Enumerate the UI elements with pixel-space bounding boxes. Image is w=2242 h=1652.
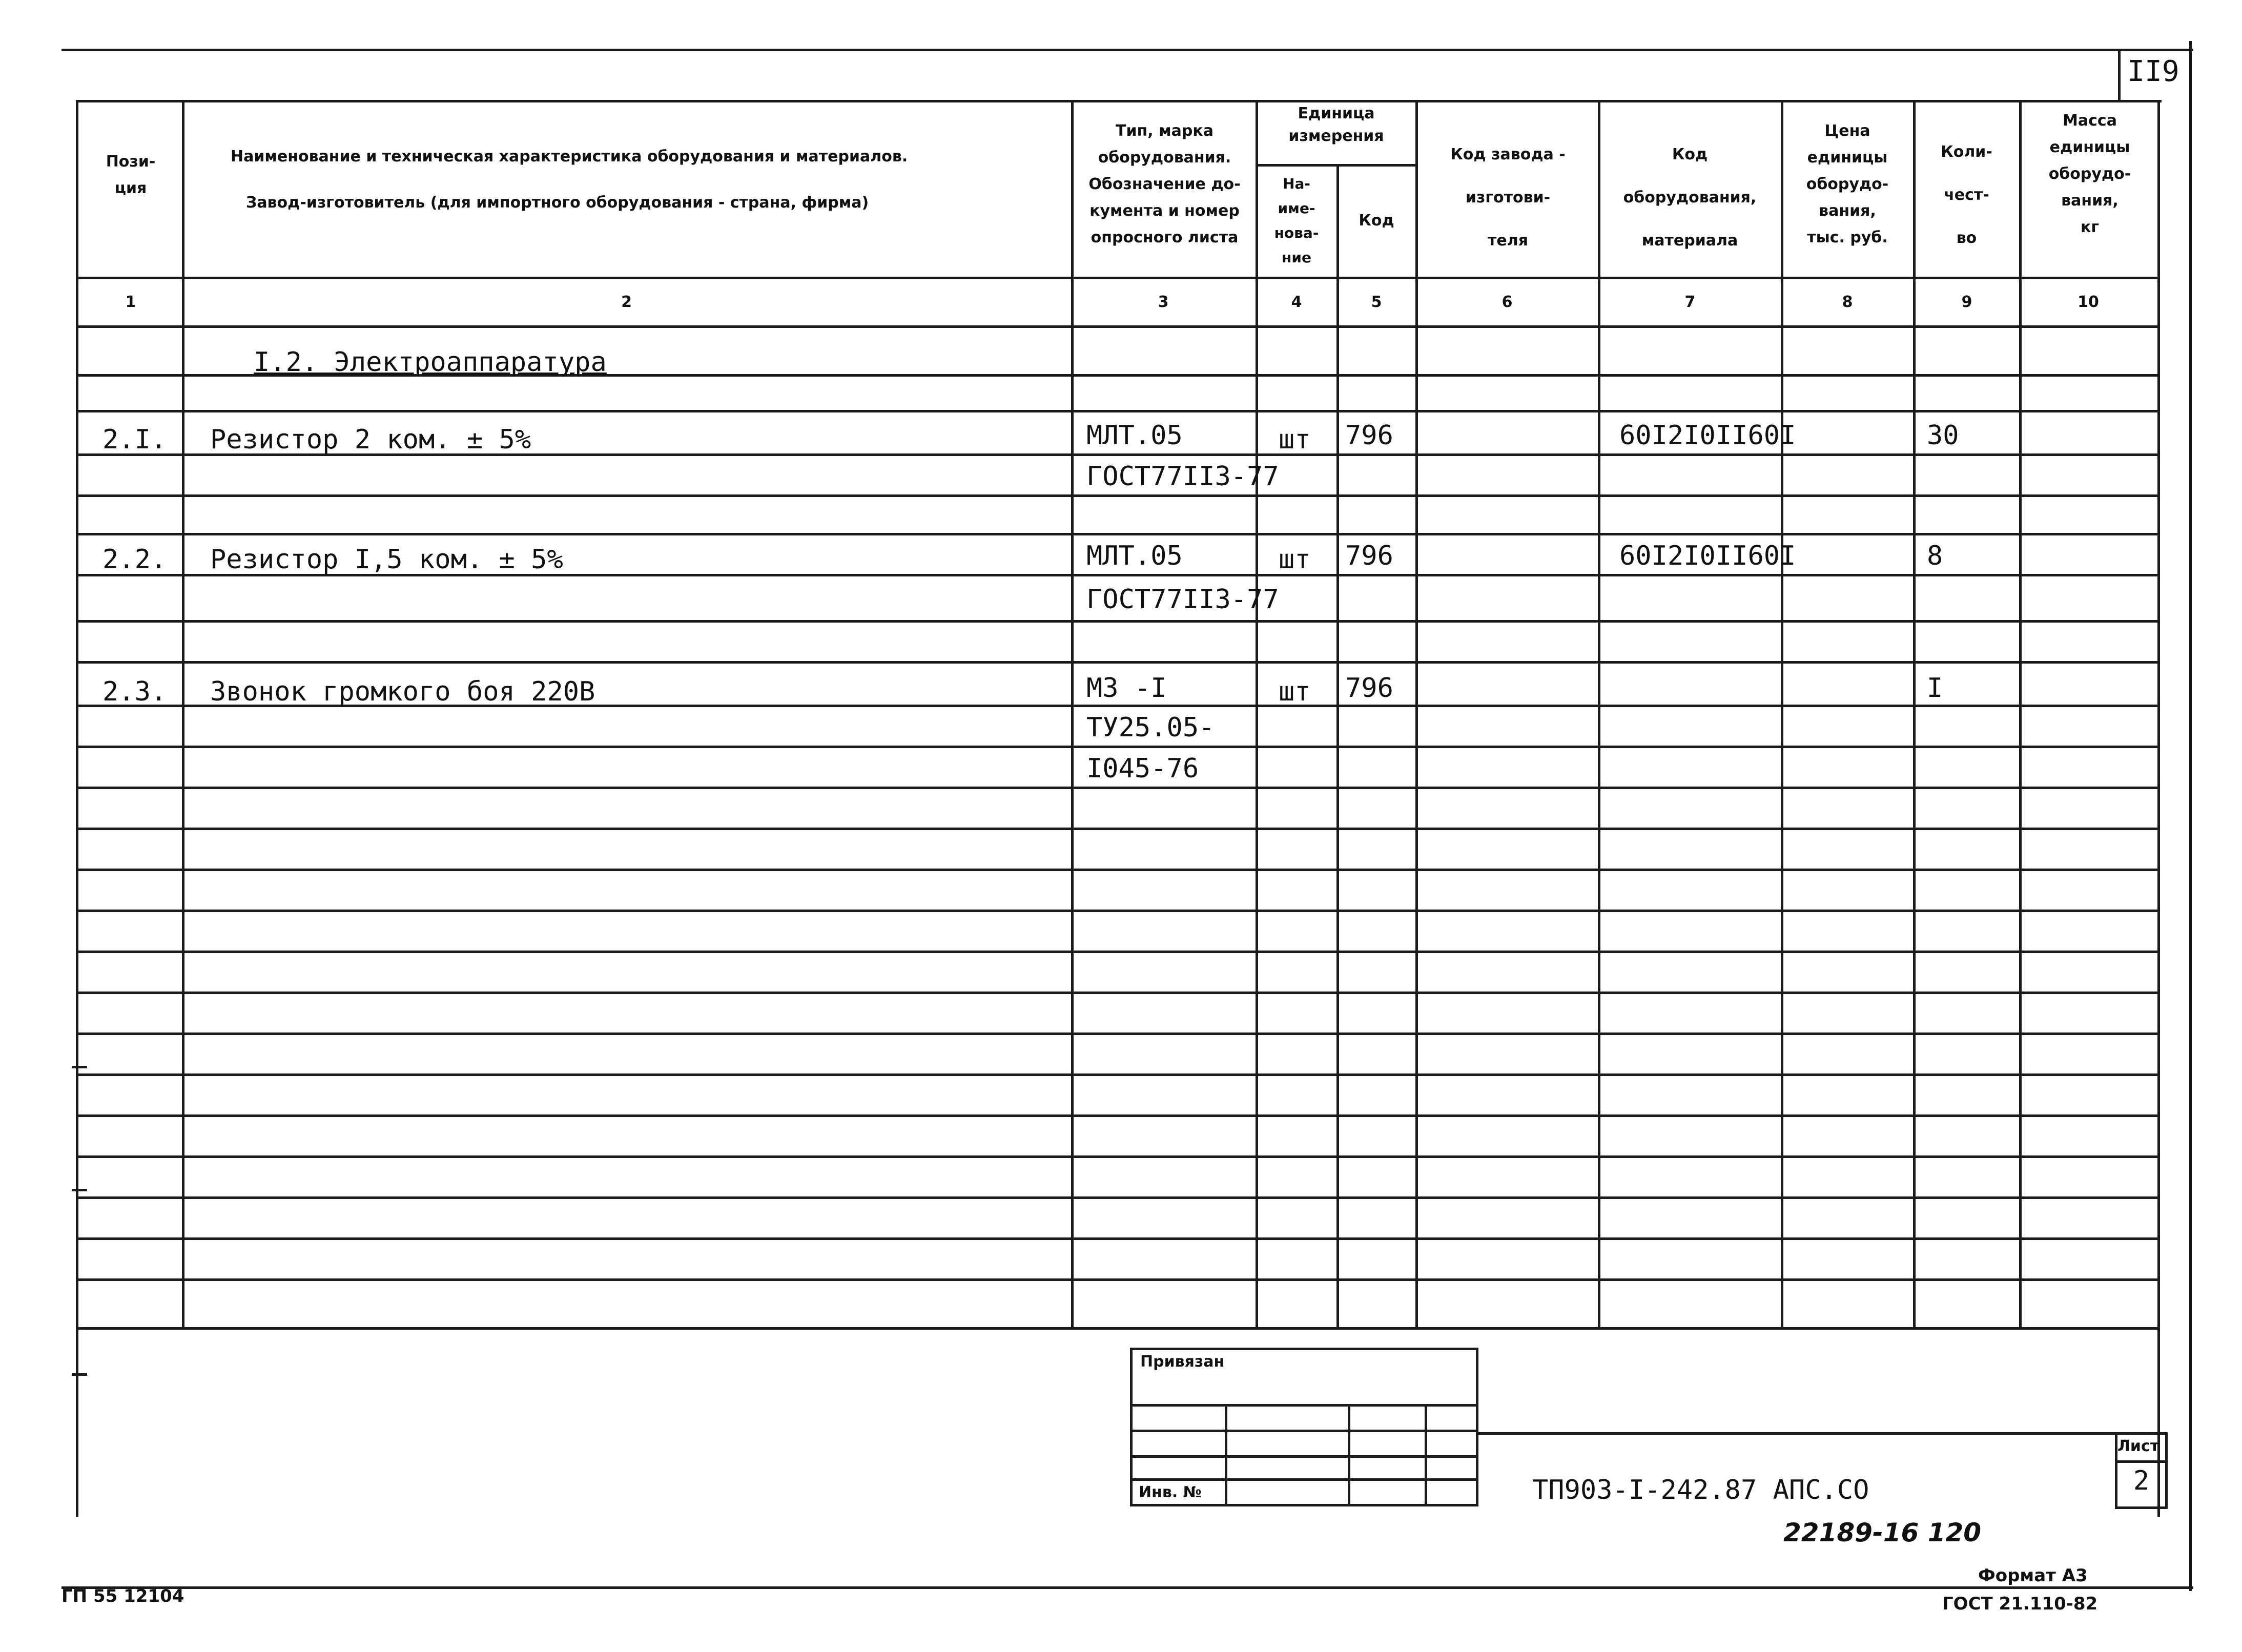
title-block-divider bbox=[1478, 1432, 2168, 1435]
row-position: 2.3. bbox=[102, 676, 167, 707]
row-position: 2.I. bbox=[102, 424, 167, 455]
right-frame-line bbox=[2189, 41, 2192, 1591]
header-unit-code: Код bbox=[1359, 212, 1394, 230]
row-line bbox=[76, 828, 2157, 830]
header-bottom-line bbox=[76, 277, 2157, 279]
column-number-6: 6 bbox=[1501, 293, 1513, 311]
header-unit: Единица измерения bbox=[1288, 105, 1384, 145]
header-position: Пози- ция bbox=[106, 153, 156, 197]
section-title: I.2. Электроаппаратура bbox=[254, 347, 607, 378]
row-type: МЛТ.05 bbox=[1086, 420, 1183, 451]
column-number-10: 10 bbox=[2078, 293, 2099, 311]
column-number-9: 9 bbox=[1961, 293, 1972, 311]
row-line bbox=[76, 746, 2157, 748]
row-line bbox=[76, 910, 2157, 912]
table-left-border bbox=[76, 100, 78, 1517]
row-line bbox=[76, 1032, 2157, 1035]
row-unit-code: 796 bbox=[1345, 541, 1393, 571]
header-name-line1: Наименование и техническая характеристика оборудования и материалов. bbox=[231, 148, 908, 166]
row-type: МЛТ.05 bbox=[1086, 541, 1183, 571]
sheet-number-top: II9 bbox=[2127, 55, 2179, 88]
row-line bbox=[76, 1073, 2157, 1076]
gost-label: ГОСТ 21.110-82 bbox=[1942, 1594, 2098, 1614]
row-unit: шт bbox=[1279, 424, 1311, 455]
col-sep-7 bbox=[1781, 100, 1783, 1330]
row-unit-code: 796 bbox=[1345, 673, 1393, 704]
column-number-2: 2 bbox=[621, 293, 632, 311]
col-sep-9 bbox=[2019, 100, 2022, 1330]
format-label: Формат A3 bbox=[1978, 1565, 2088, 1586]
row-line bbox=[76, 869, 2157, 871]
row-line bbox=[76, 992, 2157, 994]
row-name: Звонок громкого боя 220В bbox=[210, 676, 595, 707]
row-type-doc-cont: I045-76 bbox=[1086, 753, 1199, 784]
bottom-left-code: ГП 55 12104 bbox=[61, 1586, 184, 1606]
stamp-col bbox=[1348, 1404, 1350, 1506]
row-equipment-code: 60I2I0II60I bbox=[1619, 541, 1796, 571]
row-name: Резистор 2 ком. ± 5% bbox=[210, 424, 531, 455]
column-number-8: 8 bbox=[1842, 293, 1853, 311]
header-type: Тип, марка оборудования. Обозначение до- кумента и номер опросного листа bbox=[1088, 122, 1241, 246]
bottom-frame-line bbox=[61, 1586, 2193, 1589]
row-type-doc: ГОСТ77II3-77 bbox=[1086, 461, 1279, 492]
row-name: Резистор I,5 ком. ± 5% bbox=[210, 544, 563, 575]
colnum-bottom-line bbox=[76, 325, 2157, 328]
row-unit: шт bbox=[1279, 676, 1311, 707]
row-quantity: 8 bbox=[1927, 541, 1943, 571]
col-sep-5 bbox=[1415, 100, 1418, 1330]
corner-box-left bbox=[2118, 49, 2121, 100]
inventory-number-label: Инв. № bbox=[1139, 1483, 1202, 1501]
col-sep-1 bbox=[182, 100, 184, 1330]
margin-tick bbox=[72, 1189, 87, 1191]
header-equipment-code: Код оборудования, материала bbox=[1623, 146, 1757, 250]
header-mass: Масса единицы оборудо- вания, кг bbox=[2048, 112, 2131, 236]
row-position: 2.2. bbox=[102, 544, 167, 575]
row-type-doc: ТУ25.05- bbox=[1086, 712, 1215, 743]
row-line bbox=[76, 1278, 2157, 1281]
sheet-cell-divider bbox=[2115, 1460, 2168, 1463]
col-sep-3 bbox=[1256, 100, 1258, 1330]
row-quantity: 30 bbox=[1927, 420, 1959, 451]
column-number-7: 7 bbox=[1684, 293, 1696, 311]
sheet-label: Лист bbox=[2117, 1437, 2159, 1455]
header-unit-name: На- име- нова- ние bbox=[1274, 175, 1319, 266]
row-quantity: I bbox=[1927, 673, 1943, 704]
table-body-bottom bbox=[76, 1327, 2157, 1330]
column-number-1: 1 bbox=[125, 293, 136, 311]
handwritten-registration-number: 22189-16 120 bbox=[1783, 1518, 1982, 1547]
row-unit-code: 796 bbox=[1345, 420, 1393, 451]
row-line bbox=[76, 1114, 2157, 1117]
col-sep-2 bbox=[1071, 100, 1074, 1330]
bound-label: Привязан bbox=[1140, 1353, 1225, 1371]
row-unit: шт bbox=[1279, 544, 1311, 575]
sheet-value: 2 bbox=[2133, 1465, 2150, 1496]
column-number-5: 5 bbox=[1371, 293, 1382, 311]
row-line bbox=[76, 1237, 2157, 1240]
header-quantity: Коли- чест- во bbox=[1941, 143, 1992, 247]
col-sep-6 bbox=[1598, 100, 1600, 1330]
row-line bbox=[76, 951, 2157, 953]
column-number-4: 4 bbox=[1291, 293, 1302, 311]
margin-tick bbox=[72, 1373, 87, 1376]
row-line bbox=[76, 1155, 2157, 1158]
row-line bbox=[76, 620, 2157, 623]
row-line bbox=[76, 410, 2157, 412]
stamp-col bbox=[1225, 1404, 1227, 1506]
header-factory-code: Код завода - изготови- теля bbox=[1450, 146, 1566, 250]
table-top-border bbox=[76, 100, 2162, 102]
table-right-border bbox=[2157, 100, 2160, 1517]
column-number-3: 3 bbox=[1158, 293, 1169, 311]
row-line bbox=[76, 533, 2157, 535]
row-line bbox=[76, 661, 2157, 664]
unit-header-divider bbox=[1256, 164, 1415, 167]
margin-tick bbox=[72, 1066, 87, 1068]
row-type: МЗ -I bbox=[1086, 673, 1167, 704]
header-name-line2: Завод-изготовитель (для импортного оборудования - страна, фирма) bbox=[246, 194, 869, 212]
document-code: ТП903-I-242.87 АПС.СО bbox=[1532, 1475, 1869, 1505]
header-price: Цена единицы оборудо- вания, тыс. руб. bbox=[1806, 122, 1889, 246]
row-equipment-code: 60I2I0II60I bbox=[1619, 420, 1796, 451]
row-line bbox=[76, 1196, 2157, 1199]
row-line bbox=[76, 787, 2157, 789]
row-type-doc: ГОСТ77II3-77 bbox=[1086, 584, 1279, 615]
stamp-col bbox=[1425, 1404, 1427, 1506]
col-sep-8 bbox=[1913, 100, 1916, 1330]
top-border-line bbox=[61, 49, 2193, 51]
row-line bbox=[76, 494, 2157, 497]
